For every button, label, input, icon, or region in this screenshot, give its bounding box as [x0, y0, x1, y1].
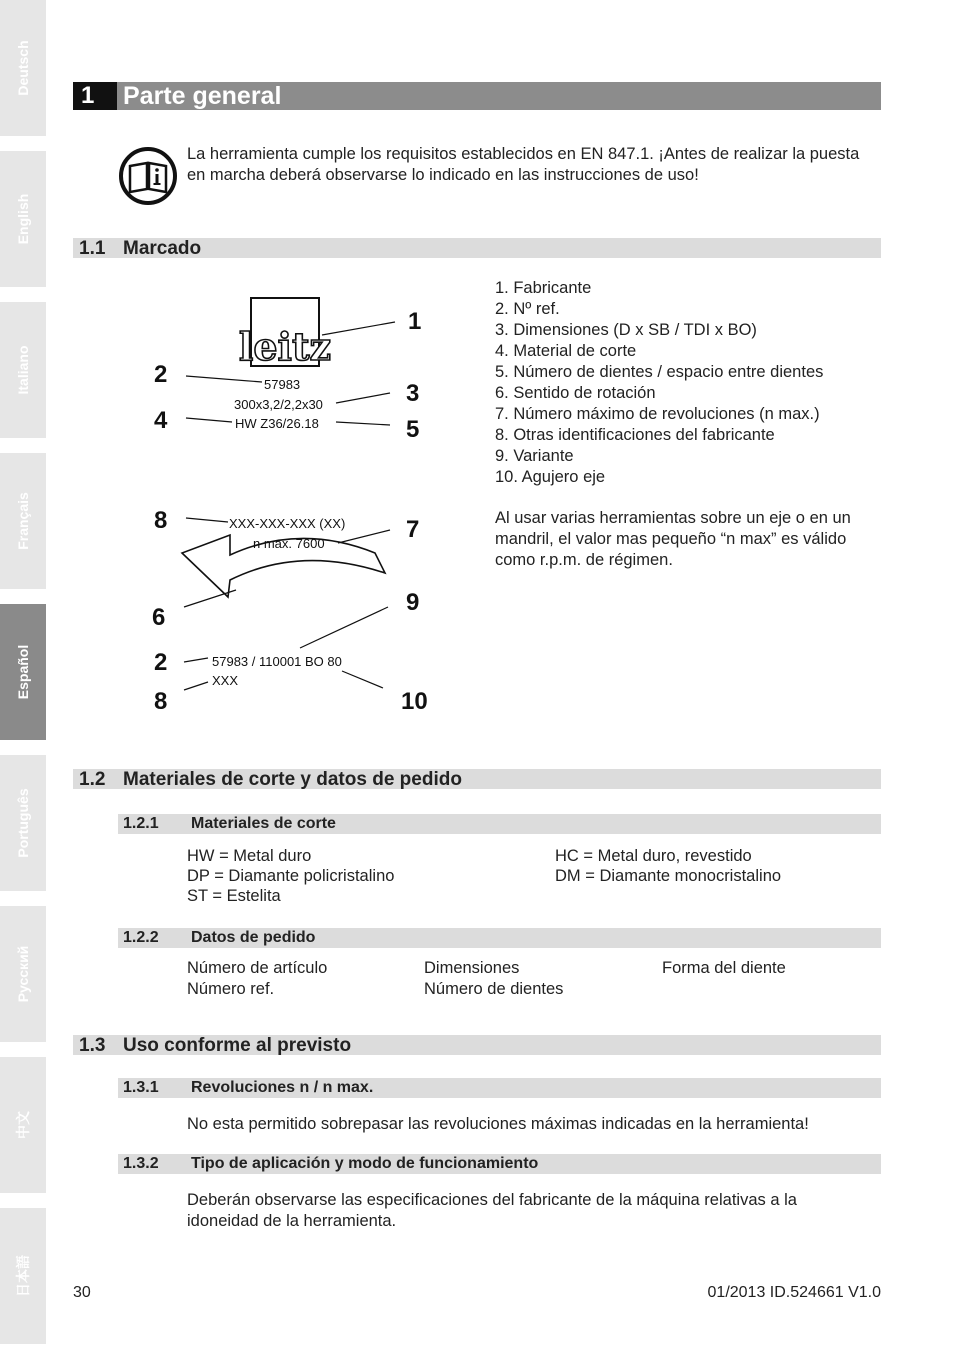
callout-2: 2	[154, 361, 168, 388]
callout-7: 7	[406, 516, 420, 543]
material-item: ST = Estelita	[187, 887, 281, 905]
order-item: Número de artículo	[187, 959, 328, 977]
tab-label: Português	[15, 788, 31, 858]
tab-japanese[interactable]	[0, 1208, 46, 1344]
list-item: 9. Variante	[495, 447, 574, 465]
order-item: Dimensiones	[424, 959, 520, 977]
language-sidebar	[0, 0, 46, 1345]
materials-left	[187, 846, 394, 906]
tab-label: 日本語	[15, 1255, 31, 1297]
ref-label: 57983	[264, 377, 301, 392]
tab-label: Français	[15, 492, 31, 550]
read-manual-icon	[118, 146, 178, 206]
tab-francais[interactable]	[0, 453, 46, 589]
subsection-heading-1-3	[73, 1035, 881, 1055]
subsection-heading-1-1	[73, 238, 881, 258]
page-number: 30	[73, 1284, 91, 1301]
tab-label: 中文	[15, 1111, 31, 1139]
application-text: Deberán observarse las especificaciones del fabricante de la máquina relativas a la idoneidad de la herramienta.	[187, 1191, 797, 1230]
multiple-tools-note: Al usar varias herramientas sobre un eje o en un mandril, el valor mas pequeño “n max” es válido como r.p.m. de régimen.	[495, 509, 851, 569]
order-data-col2	[424, 958, 563, 1000]
list-item: 7. Número máximo de revoluciones (n max.)	[495, 405, 820, 423]
list-item: 8. Otras identificaciones del fabricante	[495, 426, 775, 444]
subsubsection-title: Tipo de aplicación y modo de funcionamiento	[191, 1155, 539, 1172]
marking-legend	[495, 278, 875, 488]
subsubsection-heading-1-3-1	[118, 1078, 881, 1098]
callout-8: 8	[154, 507, 168, 534]
tab-label: Italiano	[15, 345, 31, 395]
dims-label: 300x3,2/2,2x30	[234, 397, 323, 412]
subsection-title: Materiales de corte y datos de pedido	[123, 769, 462, 790]
material-item: DM = Diamante monocristalino	[555, 867, 782, 885]
subsection-title: Marcado	[123, 238, 202, 259]
subsubsection-title: Materiales de corte	[191, 815, 336, 832]
order-item: Número ref.	[187, 980, 275, 998]
subsubsection-heading-1-3-2	[118, 1154, 881, 1174]
subsubsection-title: Revoluciones n / n max.	[191, 1079, 374, 1096]
list-item: 5. Número de dientes / espacio entre dientes	[495, 363, 824, 381]
subsubsection-number: 1.2.1	[123, 815, 159, 832]
subsection-number: 1.1	[79, 238, 106, 259]
callout-2b: 2	[154, 649, 168, 676]
callout-1: 1	[408, 308, 422, 335]
subsubsection-number: 1.3.1	[123, 1079, 159, 1096]
material-item: HC = Metal duro, revestido	[555, 847, 752, 865]
order-data-col1	[187, 958, 327, 1000]
marking-diagram	[140, 285, 440, 725]
subsubsection-heading-1-2-1	[118, 814, 881, 834]
document-id: 01/2013 ID.524661 V1.0	[707, 1284, 881, 1301]
callout-3: 3	[406, 380, 420, 407]
order-item: Forma del diente	[662, 959, 786, 977]
leitz-logo	[239, 298, 331, 369]
bottom-ref-label: 57983 / 110001 BO 80	[212, 654, 342, 669]
subsection-number: 1.3	[79, 1035, 106, 1056]
tab-label: Deutsch	[15, 40, 31, 96]
speed-text: No esta permitido sobrepasar las revoluciones máximas indicadas en la herramienta!	[187, 1115, 809, 1133]
section-title: Parte general	[123, 82, 282, 110]
callout-4: 4	[154, 407, 168, 434]
tab-label: Русский	[15, 945, 31, 1003]
teeth-label: HW Z36/26.18	[235, 416, 319, 431]
tab-russian[interactable]	[0, 906, 46, 1042]
subsubsection-title: Datos de pedido	[191, 929, 316, 946]
subsection-number: 1.2	[79, 769, 106, 790]
tab-espanol[interactable]	[0, 604, 46, 740]
list-item: 4. Material de corte	[495, 342, 637, 360]
list-item: 6. Sentido de rotación	[495, 384, 656, 402]
nmax-label: n max. 7600	[253, 536, 325, 551]
logo-text: leitz	[238, 324, 332, 369]
tab-portugues[interactable]	[0, 755, 46, 891]
list-item: 1. Fabricante	[495, 279, 592, 297]
subsubsection-number: 1.2.2	[123, 929, 159, 946]
material-item: HW = Metal duro	[187, 847, 312, 865]
tab-english[interactable]	[0, 151, 46, 287]
callout-5: 5	[406, 416, 420, 443]
material-item: DP = Diamante policristalino	[187, 867, 395, 885]
list-item: 10. Agujero eje	[495, 468, 606, 486]
tab-label: English	[15, 193, 31, 245]
order-item: Número de dientes	[424, 980, 564, 998]
order-data-col3	[662, 958, 786, 979]
tab-chinese[interactable]	[0, 1057, 46, 1193]
bottom-xxx-label: XXX	[212, 673, 239, 688]
extra-label: XXX-XXX-XXX (XX)	[229, 516, 346, 531]
section-number: 1	[73, 82, 117, 110]
materials-right	[555, 846, 781, 886]
tab-label: Español	[15, 644, 31, 700]
list-item: 3. Dimensiones (D x SB / TDI x BO)	[495, 321, 757, 339]
callout-9: 9	[406, 589, 420, 616]
subsection-heading-1-2	[73, 769, 881, 789]
callout-10: 10	[401, 688, 428, 715]
callout-8b: 8	[154, 688, 168, 715]
callout-6: 6	[152, 604, 166, 631]
subsection-title: Uso conforme al previsto	[123, 1035, 352, 1056]
subsubsection-heading-1-2-2	[118, 928, 881, 948]
tab-italiano[interactable]	[0, 302, 46, 438]
intro-text: La herramienta cumple los requisitos establecidos en EN 847.1. ¡Antes de realizar la puesta en marcha deberá observarse lo indicado en las instrucciones de uso!	[187, 145, 860, 184]
subsubsection-number: 1.3.2	[123, 1155, 159, 1172]
list-item: 2. Nº ref.	[495, 300, 560, 318]
tab-deutsch[interactable]	[0, 0, 46, 136]
